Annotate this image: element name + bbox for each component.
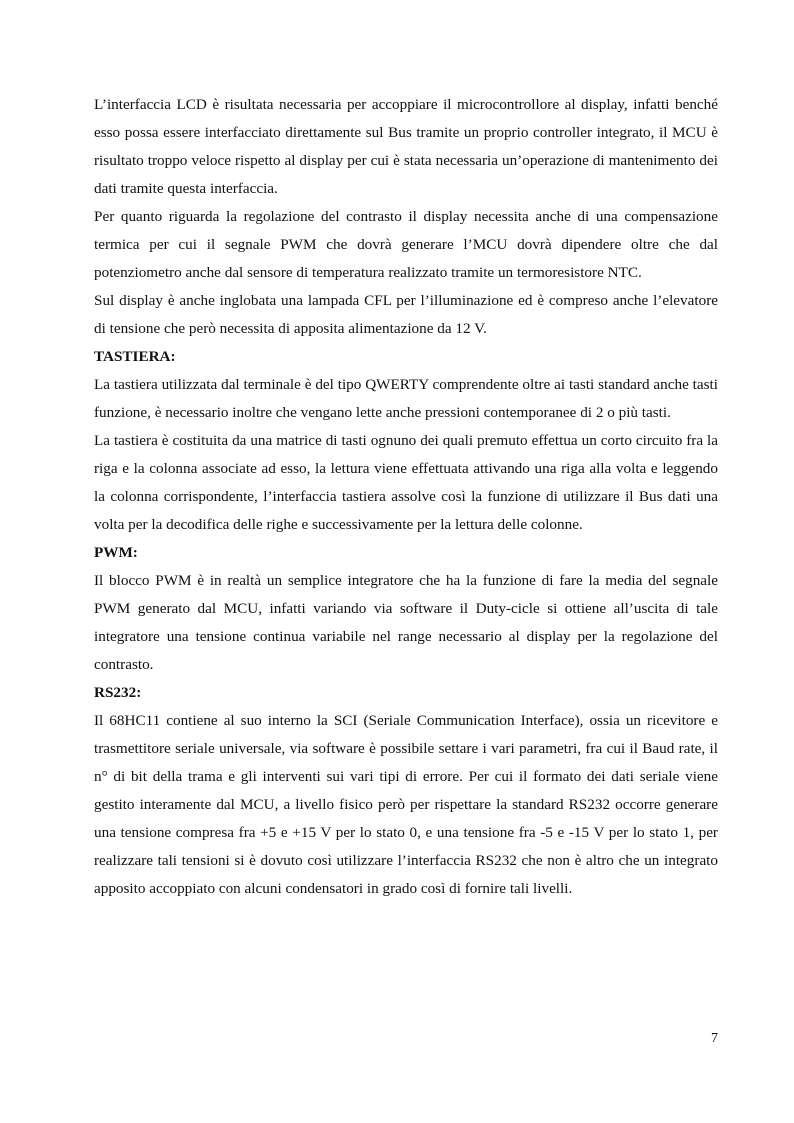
paragraph-lcd-interface: L’interfaccia LCD è risultata necessaria per accoppiare il microcontrollore al display, infatti benché esso possa essere interfacciato direttamente sul Bus tramite un proprio controller integrato, il MCU è risultato troppo veloce rispetto al display per cui è stata necessaria un’operazione di mantenimento dei dati tramite questa interfaccia. [94, 96, 718, 197]
heading-rs232: RS232: [94, 684, 142, 701]
heading-tastiera: TASTIERA: [94, 348, 176, 365]
paragraph-rs232: Il 68HC11 contiene al suo interno la SCI (Seriale Communication Interface), ossia un ricevitore e trasmettitore seriale universale, via software è possibile settare i vari parametri, fra cui il Baud rate, il n° di bit della trama e gli interventi sui vari tipi di errore. Per cui il formato dei dati seriale viene gestito interamente dal MCU, a livello fisico però per rispettare la standard RS232 occorre generare una tensione compresa fra +5 e +15 V per lo stato 0, e una tensione fra -5 e -15 V per lo stato 1, per realizzare tali tensioni si è dovuto così utilizzare l’interfaccia RS232 che non è altro che un integrato apposito accoppiato con alcuni condensatori in grado così di fornire tali livelli. [94, 712, 718, 897]
heading-pwm: PWM: [94, 544, 138, 561]
paragraph-contrast-regulation: Per quanto riguarda la regolazione del contrasto il display necessita anche di una compensazione termica per cui il segnale PWM che dovrà generare l’MCU dovrà dipendere oltre che dal potenziometro anche dal sensore di temperatura realizzato tramite un termoresistore NTC. [94, 208, 718, 281]
page-number: 7 [711, 1031, 718, 1046]
paragraph-pwm: Il blocco PWM è in realtà un semplice integratore che ha la funzione di fare la media del segnale PWM generato dal MCU, infatti variando via software il Duty-cicle si ottiene all’uscita di tale integratore una tensione continua variabile nel range necessario al display per la regolazione del contrasto. [94, 572, 718, 673]
page-body [94, 91, 718, 903]
paragraph-cfl-lamp: Sul display è anche inglobata una lampada CFL per l’illuminazione ed è compreso anche l’elevatore di tensione che però necessita di apposita alimentazione da 12 V. [94, 292, 718, 337]
paragraph-tastiera-type: La tastiera utilizzata dal terminale è del tipo QWERTY comprendente oltre ai tasti standard anche tasti funzione, è necessario inoltre che vengano lette anche pressioni contemporanee di 2 o più tasti. [94, 376, 718, 421]
paragraph-tastiera-matrix: La tastiera è costituita da una matrice di tasti ognuno dei quali premuto effettua un corto circuito fra la riga e la colonna associate ad esso, la lettura viene effettuata attivando una riga alla volta e leggendo la colonna corrispondente, l’interfaccia tastiera assolve così la funzione di utilizzare il Bus dati una volta per la decodifica delle righe e successivamente per la lettura delle colonne. [94, 432, 718, 533]
